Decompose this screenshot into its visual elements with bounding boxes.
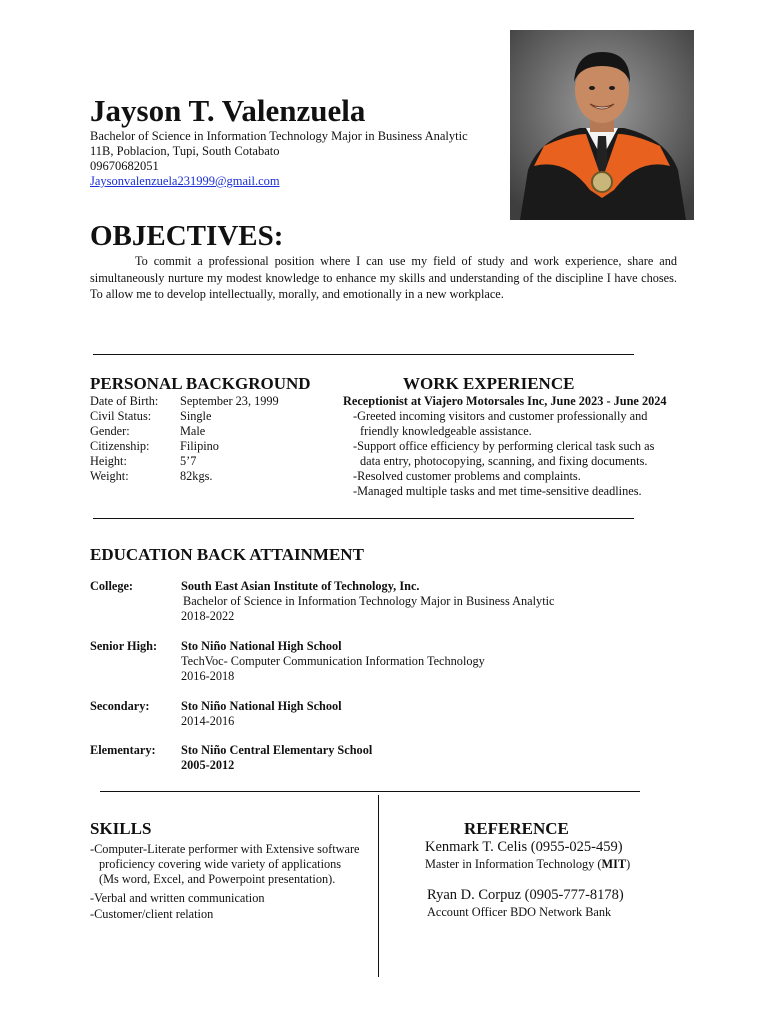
education-entry-elementary [181,743,372,773]
skills-list [90,841,360,922]
personal-heading: PERSONAL BACKGROUND [90,374,311,393]
skills-heading: SKILLS [90,819,152,838]
field-label: Date of Birth: [90,394,159,408]
school-years: 2018-2022 [181,609,235,623]
school-name: South East Asian Institute of Technology, Inc. [181,579,420,593]
divider-rule [93,354,634,355]
objectives-heading: OBJECTIVES: [90,220,284,252]
work-line: data entry, photocopying, scanning, and fixing documents. [360,454,648,468]
school-years: 2016-2018 [181,669,235,683]
work-line: friendly knowledgeable assistance. [360,424,532,438]
reference-detail: Account Officer BDO Network Bank [427,905,612,919]
reference-name: Kenmark T. Celis (0955-025-459) [425,839,623,855]
reference-detail [425,857,630,872]
personal-row [90,469,279,484]
personal-row [90,409,279,424]
skill-line: -Computer-Literate performer with Extensive software [90,842,360,856]
course-name: TechVoc- Computer Communication Information Technology [181,654,485,668]
field-value: Single [180,409,212,423]
phone-line: 09670682051 [90,159,159,173]
divider-rule [100,791,640,792]
reference-name: Ryan D. Corpuz (0905-777-8178) [427,887,624,903]
personal-row [90,454,279,469]
contact-block [90,129,468,189]
skill-line: (Ms word, Excel, and Powerpoint presentation). [99,872,336,886]
resume-name: Jayson T. Valenzuela [90,93,366,128]
column-divider [378,795,379,977]
field-label: Weight: [90,469,129,483]
address-line: 11B, Poblacion, Tupi, South Cotabato [90,144,280,158]
education-level-label: Elementary: [90,743,156,757]
skill-line: proficiency covering wide variety of applications [99,857,342,871]
field-value: Filipino [180,439,219,453]
reference-detail-text: Master in Information Technology ( [425,857,602,871]
personal-row [90,439,279,454]
education-entry-college [181,579,555,624]
field-value: 82kgs. [180,469,213,483]
job-title: Receptionist at Viajero Motorsales Inc, June 2023 - June 2024 [343,394,667,408]
education-level-label: Secondary: [90,699,150,713]
personal-row [90,424,279,439]
objectives-text: To commit a professional position where I can use my field of study and work experience, share and simultaneously nurture my modest knowledge to enhance my skills and understanding of the discipline I have choses. To allow me to develop intellectually, morally, and emotionally in a new workplace. [90,254,677,301]
field-value: 5’7 [180,454,197,468]
school-years: 2014-2016 [181,714,235,728]
divider-rule [93,518,634,519]
email-link[interactable]: Jaysonvalenzuela231999@gmail.com [90,174,280,188]
personal-details [90,394,279,484]
work-details [343,394,667,499]
school-name: Sto Niño National High School [181,699,342,713]
education-entry-senior-high [181,639,485,684]
reference-degree-abbr: MIT [601,857,627,871]
education-level-label: Senior High: [90,639,158,653]
skill-line: -Verbal and written communication [90,891,265,905]
reference-detail-close: ) [626,857,631,871]
school-name: Sto Niño National High School [181,639,342,653]
school-name: Sto Niño Central Elementary School [181,743,373,757]
work-heading: WORK EXPERIENCE [403,374,575,393]
education-entry-secondary [181,699,342,729]
reference-heading: REFERENCE [464,819,569,838]
work-line: -Managed multiple tasks and met time-sensitive deadlines. [353,484,642,498]
work-line: -Resolved customer problems and complaints. [353,469,581,483]
education-level-label: College: [90,579,134,593]
field-label: Height: [90,454,127,468]
course-name: Bachelor of Science in Information Technology Major in Business Analytic [183,594,555,608]
school-years: 2005-2012 [181,758,235,772]
work-line: -Support office efficiency by performing clerical task such as [353,439,655,453]
field-value: Male [180,424,206,438]
field-label: Gender: [90,424,130,438]
field-label: Citizenship: [90,439,150,453]
personal-row [90,394,279,409]
profile-photo [510,30,694,220]
education-heading: EDUCATION BACK ATTAINMENT [90,545,364,564]
degree-line: Bachelor of Science in Information Technology Major in Business Analytic [90,129,468,143]
field-value: September 23, 1999 [180,394,279,408]
skill-line: -Customer/client relation [90,907,214,921]
field-label: Civil Status: [90,409,152,423]
work-line: -Greeted incoming visitors and customer professionally and [353,409,648,423]
